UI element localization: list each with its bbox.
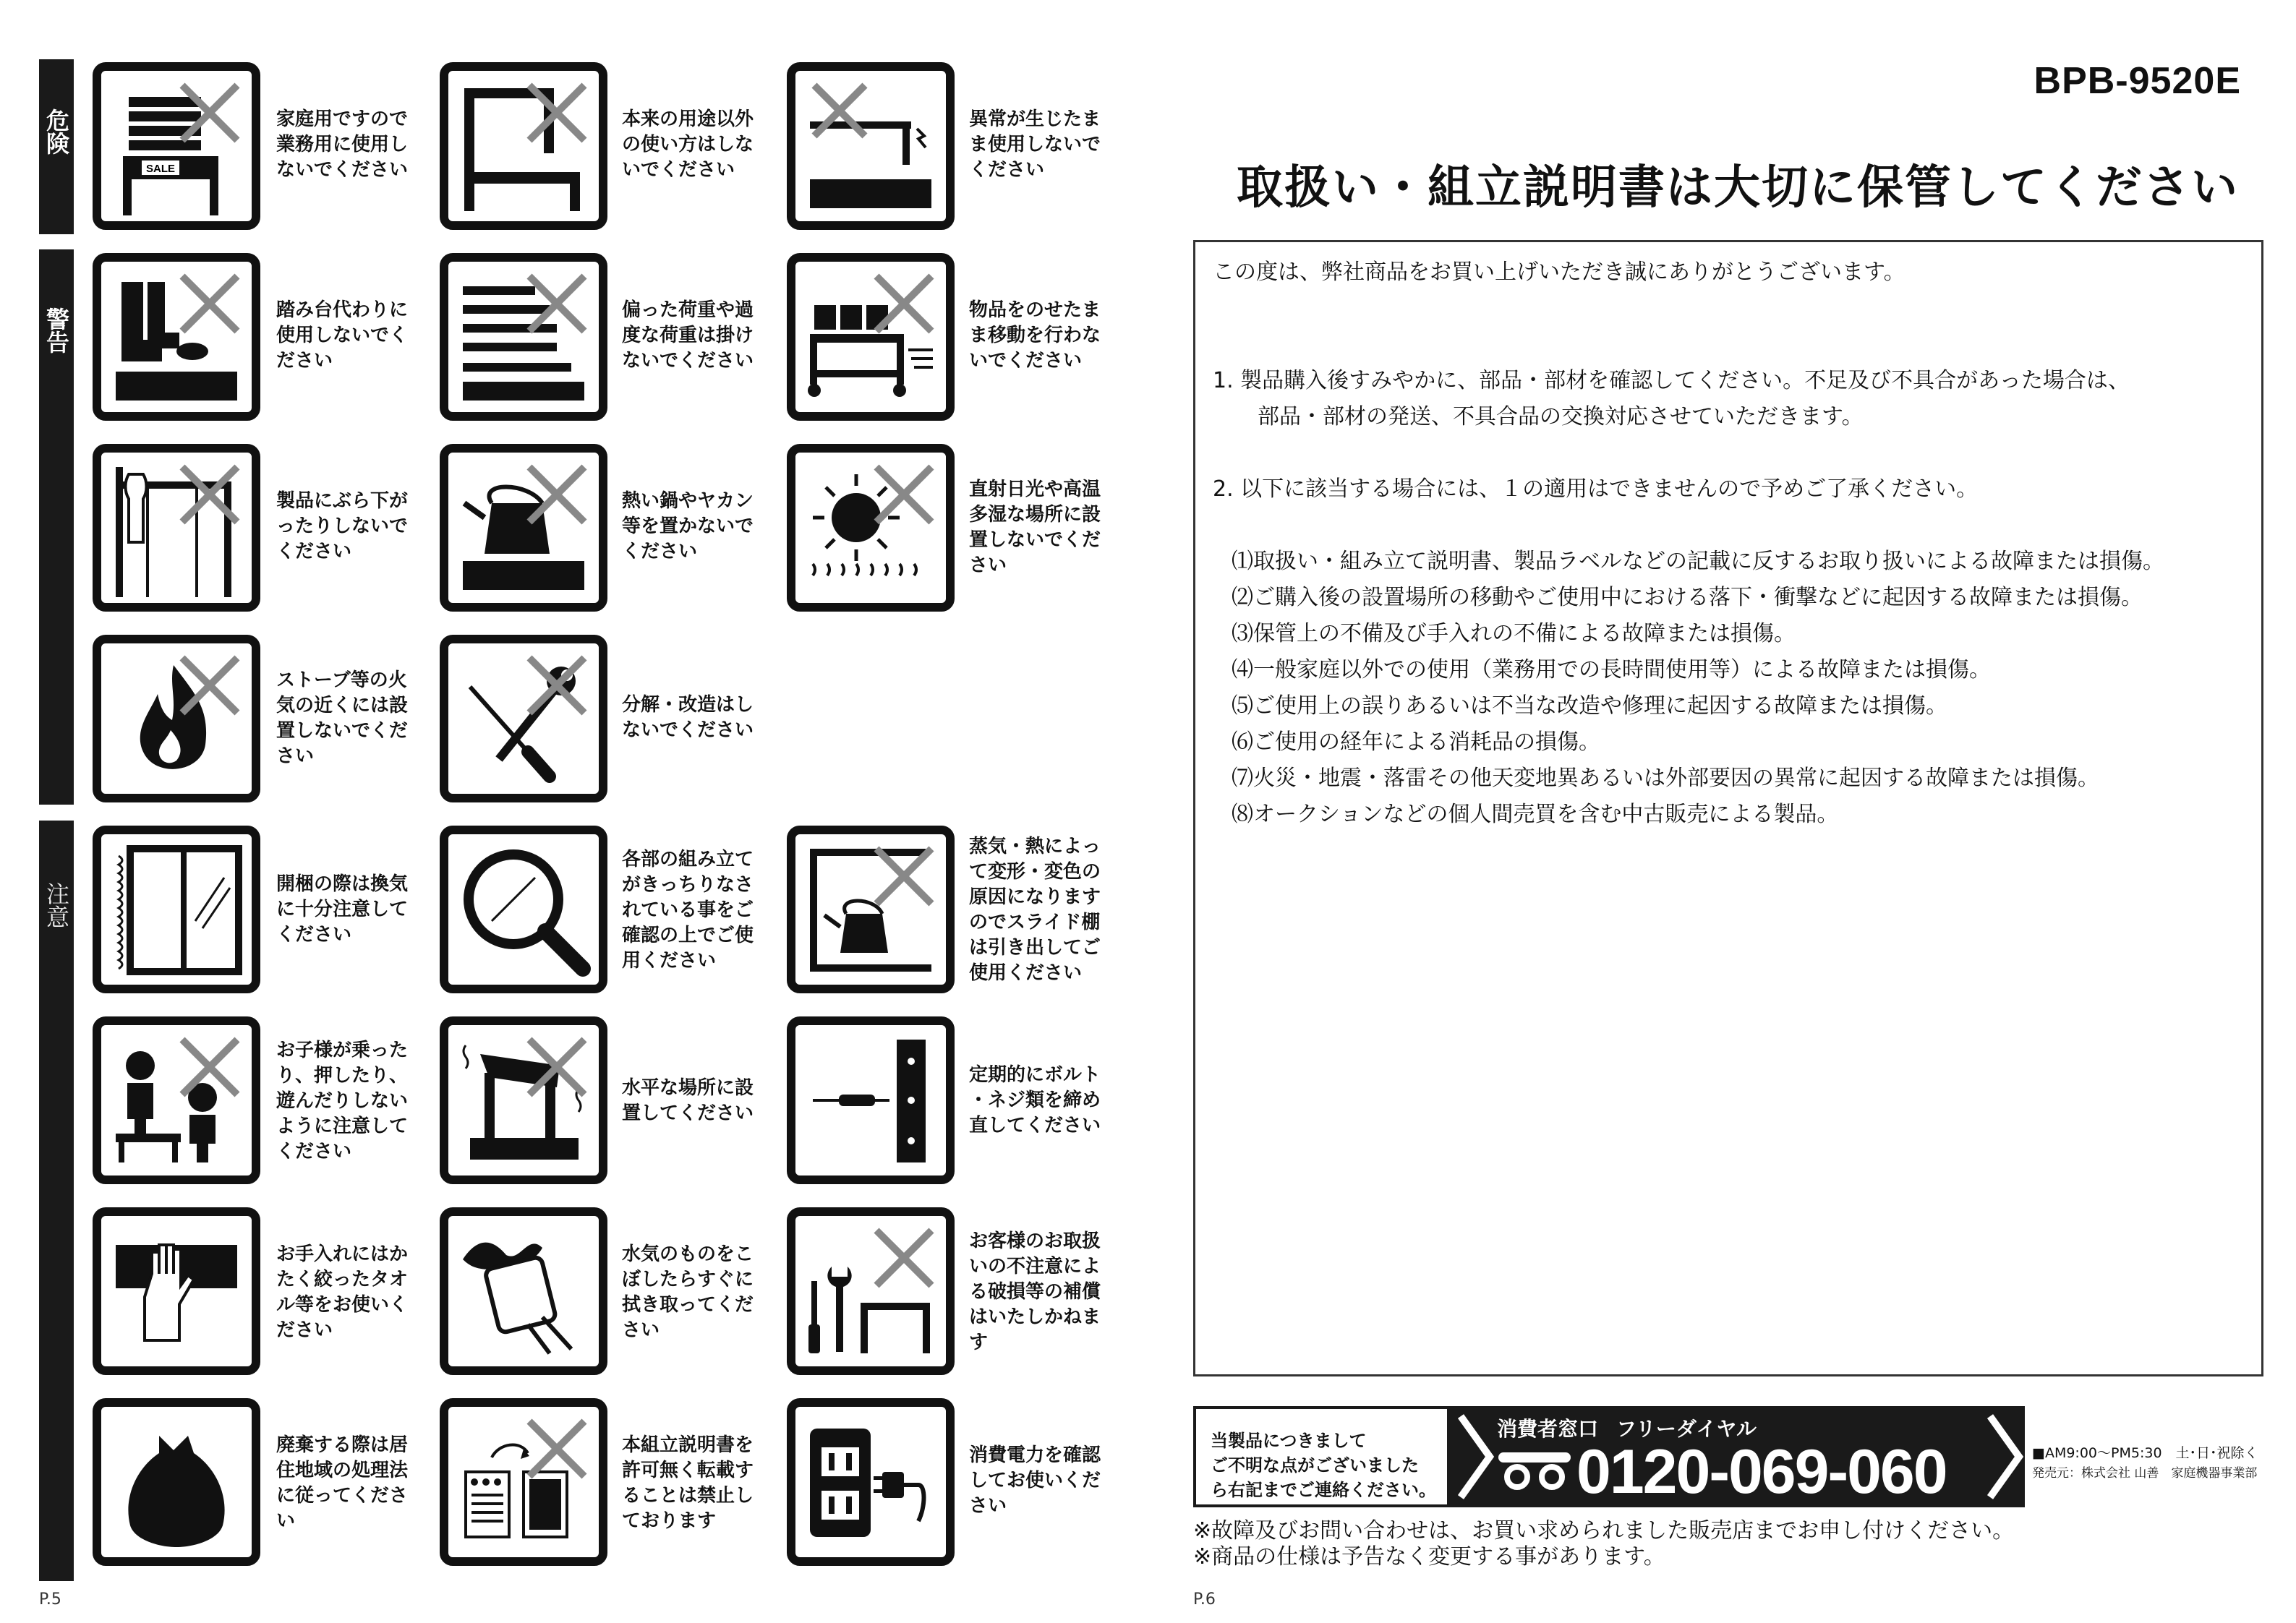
towel-hand-icon (93, 1207, 260, 1375)
hours-box (2025, 1406, 2263, 1507)
model-number: BPB-9520E (2033, 60, 2241, 102)
damage-tools-text: お客様のお取扱 いの不注意によ る破損等の補償 はいたしかねま す (969, 1230, 1101, 1353)
disassembly-text: 分解・改造はし ないでください (622, 694, 754, 741)
hanging-prohibited-icon (93, 444, 260, 612)
wipe-water-text: 水気のものをこ ぼしたらすぐに 拭き取ってくだ さい (622, 1243, 754, 1341)
contact-lead-line-2: ご不明な点がございました (1211, 1455, 1419, 1476)
disposal-bag-text: 廃棄する際は居 住地域の処理法 に従ってくださ い (276, 1434, 409, 1532)
towel-hand-text: お手入れにはか たく絞ったタオ ル等をお使いく ださい (276, 1243, 409, 1341)
free-dial-label: フリーダイヤル (1616, 1417, 1757, 1441)
danger-label: 危険 (43, 108, 70, 155)
wipe-water-icon (440, 1207, 607, 1375)
exclusion-2: ⑵ご購入後の設置場所の移動やご使用中における落下・衝撃などに起因する故障または損傷。 (1232, 585, 2143, 610)
page-number-right: P.6 (1193, 1590, 1216, 1609)
children-prohibited-icon (93, 1016, 260, 1184)
overload-prohibited-icon (440, 253, 607, 421)
misuse-shelf-text: 本来の用途以外 の使い方はしな いでください (622, 108, 754, 181)
manual-copy-prohibited-icon (440, 1398, 607, 1566)
step-stool-text: 踏み台代わりに 使用しないでく ださい (276, 299, 409, 372)
item1-line1: 1. 製品購入後すみやかに、部品・部材を確認してください。不足及び不具合があった場合は、 (1213, 368, 2130, 393)
hanging-text: 製品にぶら下が ったりしないで ください (276, 490, 409, 562)
stove-fire-text: ストーブ等の火 気の近くには設 置しないでくだ さい (276, 669, 409, 767)
svg-text:SALE: SALE (145, 163, 176, 175)
ventilation-icon (93, 826, 260, 993)
disposal-bag-icon (93, 1398, 260, 1566)
publisher: 発売元：株式会社 山善 家庭機器事業部 (2032, 1466, 2258, 1481)
steam-kettle-text: 蒸気・熱によっ て変形・変色の 原因になります のでスライド棚 は引き出してご 使用ください (969, 836, 1101, 984)
damage-tools-prohibited-icon (787, 1207, 955, 1375)
move-loaded-text: 物品をのせたま ま移動を行わな いでください (969, 299, 1101, 372)
exclusion-6: ⑹ご使用の経年による消耗品の損傷。 (1232, 729, 1600, 755)
children-text: お子様が乗った り、押したり、 遊んだりしない ように注意して ください (276, 1040, 409, 1162)
hot-kettle-prohibited-icon (440, 444, 607, 612)
warranty-box (1193, 240, 2263, 1376)
exclusion-5: ⑸ご使用上の誤りあるいは不当な改造や修理に起因する故障または損傷。 (1232, 693, 1947, 719)
step-stool-prohibited-icon (93, 253, 260, 421)
contact-banner (1193, 1406, 2263, 1507)
contact-lead-line-3: ら右記までご連絡ください。 (1211, 1480, 1436, 1500)
uneven-floor-prohibited-icon (440, 1016, 607, 1184)
consumer-window-label: 消費者窓口 (1497, 1417, 1599, 1441)
power-outlet-text: 消費電力を確認 してお使いくだ さい (969, 1444, 1101, 1517)
magnifier-check-text: 各部の組み立て がきっちりなさ れている事をご 確認の上でご使 用ください (622, 849, 754, 972)
uneven-floor-text: 水平な場所に設 置してください (622, 1077, 754, 1124)
note-2: ※商品の仕様は予告なく変更する事があります。 (1193, 1544, 1665, 1570)
sale-shelf-text: 家庭用ですので 業務用に使用し ないでください (276, 108, 409, 181)
ventilation-text: 開梱の際は換気 に十分注意して ください (276, 873, 409, 946)
phone-number[interactable]: 0120-069-060 (1576, 1437, 1947, 1507)
stove-fire-prohibited-icon (93, 635, 260, 802)
business-hours: ■AM9:00～PM5:30 土･日･祝除く (2032, 1445, 2258, 1461)
chevron-right-icon (1454, 1413, 1497, 1500)
overload-text: 偏った荷重や過 度な荷重は掛け ないでください (622, 299, 754, 372)
abnormal-use-text: 異常が生じたま ま使用しないで ください (969, 108, 1101, 181)
magnifier-check-icon (440, 826, 607, 993)
disassembly-prohibited-icon (440, 635, 607, 802)
move-loaded-prohibited-icon (787, 253, 955, 421)
bolt-tighten-text: 定期的にボルト ・ネジ類を締め 直してください (969, 1064, 1101, 1136)
contact-lead-line-1: 当製品につきまして (1211, 1431, 1367, 1451)
caution-bar (39, 821, 74, 1581)
misuse-shelf-prohibited-icon (440, 62, 607, 230)
item1-line2: 部品・部材の発送、不具合品の交換対応させていただきます。 (1258, 404, 1864, 429)
hot-kettle-text: 熱い鍋やヤカン 等を置かないで ください (622, 490, 754, 562)
sunlight-humidity-prohibited-icon (787, 444, 955, 612)
exclusion-4: ⑷一般家庭以外での使用（業務用での長時間使用等）による故障または損傷。 (1232, 657, 1991, 682)
steam-kettle-prohibited-icon (787, 826, 955, 993)
warning-label: 警告 (43, 307, 70, 354)
bolt-tighten-icon (787, 1016, 955, 1184)
exclusion-1: ⑴取扱い・組み立て説明書、製品ラベルなどの記載に反するお取り扱いによる故障または損傷。 (1232, 549, 2164, 574)
exclusion-3: ⑶保管上の不備及び手入れの不備による故障または損傷。 (1232, 621, 1796, 646)
contact-lead-box (1193, 1406, 1450, 1507)
sale-shelf-prohibited-icon (93, 62, 260, 230)
sunlight-humidity-text: 直射日光や高温 多湿な場所に設 置しないでくだ さい (969, 479, 1101, 576)
exclusion-8: ⑻オークションなどの個人間売買を含む中古販売による製品。 (1232, 802, 1839, 827)
item2-text: 2. 以下に該当する場合には、１の適用はできませんので予めご了承ください。 (1213, 476, 1979, 502)
manual-copy-text: 本組立説明書を 許可無く転載す ることは禁止し ております (622, 1434, 754, 1532)
intro-text: この度は、弊社商品をお買い上げいただき誠にありがとうございます。 (1213, 260, 1905, 285)
page-title: 取扱い・組立説明書は大切に保管してください (1237, 161, 2239, 215)
chevron-right-icon-2 (1983, 1413, 2026, 1500)
caution-label: 注意 (43, 882, 70, 928)
free-dial-icon (1497, 1451, 1572, 1491)
note-1: ※故障及びお問い合わせは、お買い求められました販売店までお申し付けください。 (1193, 1518, 2015, 1543)
exclusion-7: ⑺火災・地震・落雷その他天変地異あるいは外部要因の異常に起因する故障または損傷。 (1232, 766, 2099, 791)
page-number-left: P.5 (39, 1590, 61, 1609)
abnormal-use-prohibited-icon (787, 62, 955, 230)
power-outlet-icon (787, 1398, 955, 1566)
